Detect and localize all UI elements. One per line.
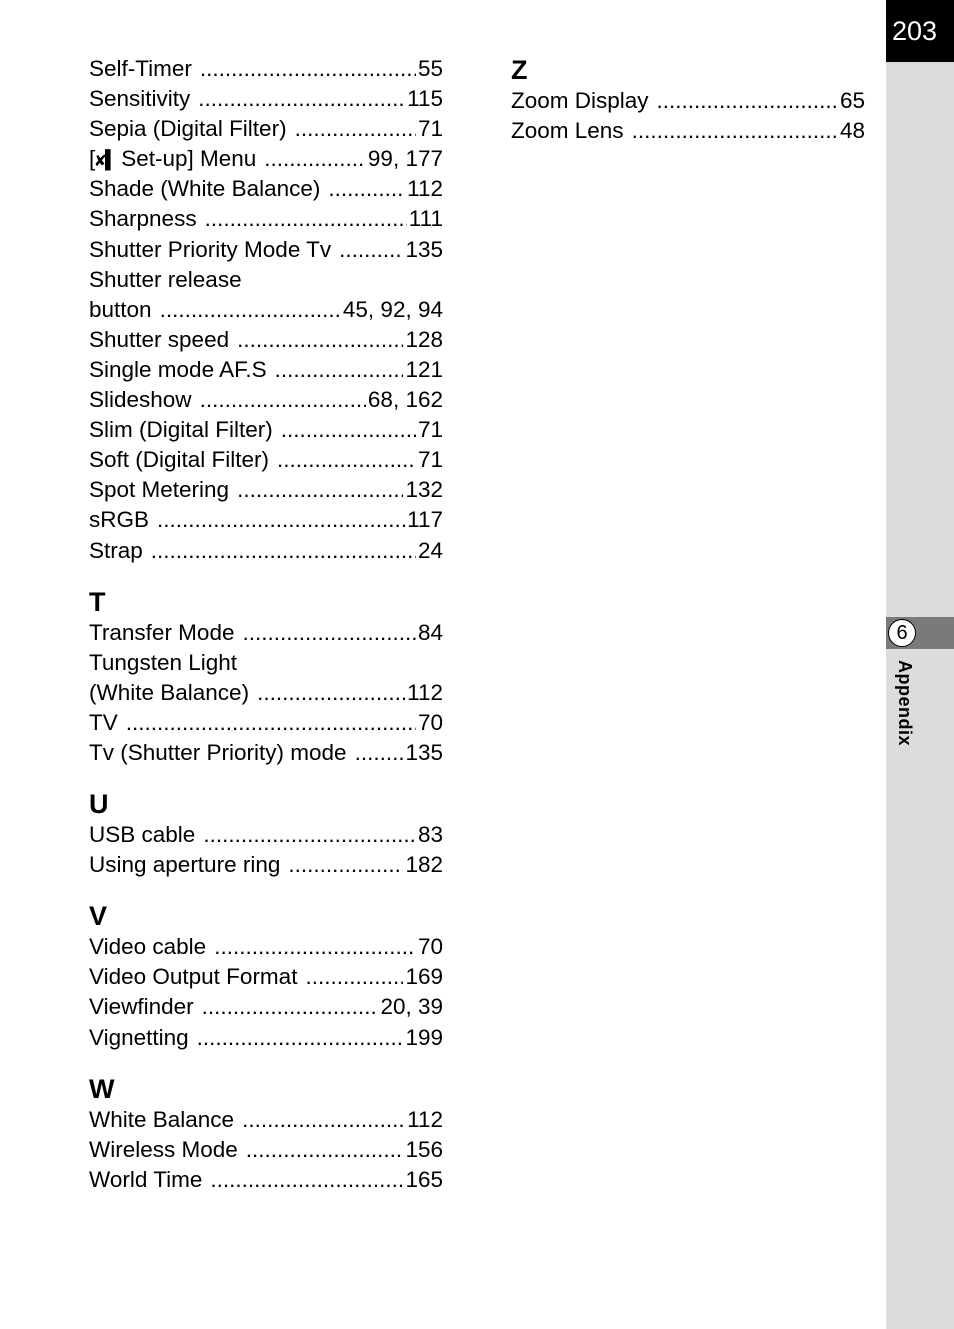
index-entry <box>511 116 865 146</box>
index-page-ref: 24 <box>417 537 443 563</box>
index-term: Shade (White Balance) <box>89 176 321 202</box>
section-letter: Z <box>511 55 528 85</box>
index-section-s <box>89 54 443 566</box>
index-entry <box>89 738 443 768</box>
index-page-ref: 20, 39 <box>380 994 443 1020</box>
index-page-ref: 182 <box>405 852 443 878</box>
index-entry <box>89 144 443 174</box>
index-term: Shutter speed <box>89 326 230 352</box>
index-entry <box>511 86 865 116</box>
dot-leader <box>157 505 405 535</box>
index-term: Sensitivity <box>89 86 191 112</box>
index-entry <box>89 992 443 1022</box>
index-term: Shutter release <box>89 266 242 292</box>
dot-leader <box>339 235 403 265</box>
index-term: Using aperture ring <box>89 852 281 878</box>
chapter-number-badge: 6 <box>888 619 916 647</box>
index-page-ref: 117 <box>407 507 443 533</box>
index-entry <box>89 850 443 880</box>
dot-leader <box>632 116 838 146</box>
dot-leader <box>200 385 366 415</box>
index-entry <box>89 265 443 295</box>
dot-leader <box>264 144 366 174</box>
index-term: Spot Metering <box>89 477 230 503</box>
index-entry <box>89 932 443 962</box>
dot-leader <box>657 86 838 116</box>
dot-leader <box>237 475 403 505</box>
index-page-ref: 83 <box>417 822 443 848</box>
index-page-ref: 115 <box>407 86 443 112</box>
index-term: Slideshow <box>89 387 192 413</box>
index-entry <box>89 505 443 535</box>
index-column-right <box>511 54 865 166</box>
index-column-left <box>89 54 443 1215</box>
index-section-z <box>511 54 865 146</box>
index-term: Tungsten Light <box>89 649 238 675</box>
index-entry <box>89 475 443 505</box>
index-entry <box>89 1135 443 1165</box>
dot-leader <box>160 295 341 325</box>
index-term: Zoom Display <box>511 88 649 113</box>
dot-leader <box>237 325 403 355</box>
index-term: Shutter Priority Mode Tv <box>89 236 332 262</box>
section-letter: V <box>89 901 108 932</box>
index-term: Soft (Digital Filter) <box>89 447 270 473</box>
index-term: Single mode AF.S <box>89 356 267 382</box>
dot-leader <box>355 738 404 768</box>
index-page-ref: 68, 162 <box>367 387 443 413</box>
index-term: [✘▌ Set-up] Menu <box>89 144 264 176</box>
index-page-ref: 70 <box>417 709 443 735</box>
index-page-ref: 165 <box>405 1166 443 1192</box>
index-term: White Balance <box>89 1106 235 1132</box>
dot-leader <box>275 355 404 385</box>
dot-leader <box>203 820 416 850</box>
index-page-ref: 112 <box>407 176 443 202</box>
index-term: World Time <box>89 1166 203 1192</box>
dot-leader <box>277 445 416 475</box>
index-term: USB cable <box>89 822 196 848</box>
dot-leader <box>242 1105 405 1135</box>
index-entry <box>89 618 443 648</box>
index-page-ref: 112 <box>407 679 443 705</box>
index-page-ref: 45, 92, 94 <box>342 296 443 322</box>
index-term: Video Output Format <box>89 964 298 990</box>
index-page-ref: 99, 177 <box>367 146 443 172</box>
dot-leader <box>197 1023 404 1053</box>
index-entry <box>89 415 443 445</box>
index-entry <box>89 678 443 708</box>
dot-leader <box>151 536 416 566</box>
index-entry <box>89 385 443 415</box>
index-page-ref: 135 <box>405 739 443 765</box>
index-page-ref: 132 <box>405 477 443 503</box>
dot-leader <box>257 678 405 708</box>
dot-leader <box>200 54 416 84</box>
index-entry <box>89 355 443 385</box>
index-term: TV <box>89 709 118 735</box>
index-term: Viewfinder <box>89 994 194 1020</box>
index-section-t <box>89 586 443 768</box>
dot-leader <box>281 415 416 445</box>
index-page-ref: 71 <box>417 116 443 142</box>
index-entry <box>89 648 443 678</box>
index-entry <box>89 204 443 234</box>
index-entry <box>89 820 443 850</box>
index-section-w <box>89 1073 443 1195</box>
index-page-ref: 70 <box>417 934 443 960</box>
index-term: Zoom Lens <box>511 118 624 144</box>
index-entry <box>89 536 443 566</box>
dot-leader <box>210 1165 403 1195</box>
index-term: sRGB <box>89 507 150 533</box>
dot-leader <box>126 708 416 738</box>
index-entry <box>89 84 443 114</box>
index-entry <box>89 445 443 475</box>
index-page-ref: 71 <box>417 417 443 443</box>
index-section-u <box>89 788 443 880</box>
section-letter: W <box>89 1073 115 1104</box>
index-term: Strap <box>89 537 143 563</box>
index-term: Transfer Mode <box>89 619 235 645</box>
index-term: Wireless Mode <box>89 1136 238 1162</box>
index-term: Slim (Digital Filter) <box>89 417 273 443</box>
index-entry <box>89 235 443 265</box>
index-entry <box>89 1165 443 1195</box>
index-page-ref: 121 <box>405 356 443 382</box>
index-term: button <box>89 296 152 322</box>
dot-leader <box>205 204 407 234</box>
index-page-ref: 135 <box>405 236 443 262</box>
chapter-label: Appendix <box>895 660 915 747</box>
index-page-ref: 128 <box>405 326 443 352</box>
index-entry <box>89 54 443 84</box>
index-entry <box>89 114 443 144</box>
index-entry <box>89 1105 443 1135</box>
dot-leader <box>246 1135 404 1165</box>
dot-leader <box>214 932 416 962</box>
index-term: Self-Timer <box>89 56 192 81</box>
index-entry <box>89 325 443 355</box>
index-entry <box>89 174 443 204</box>
page-number: 203 <box>886 0 954 62</box>
dot-leader <box>198 84 405 114</box>
index-term: Video cable <box>89 934 207 960</box>
dot-leader <box>202 992 379 1022</box>
index-page-ref: 55 <box>417 56 443 81</box>
dot-leader <box>288 850 403 880</box>
section-letter: U <box>89 789 109 820</box>
index-section-v <box>89 900 443 1052</box>
index-page-ref: 48 <box>839 118 865 144</box>
index-page-ref: 112 <box>407 1106 443 1132</box>
index-entry <box>89 1023 443 1053</box>
index-entry <box>89 962 443 992</box>
index-page-ref: 111 <box>408 206 443 232</box>
index-entry <box>89 708 443 738</box>
index-page-ref: 156 <box>405 1136 443 1162</box>
section-letter: T <box>89 586 106 617</box>
dot-leader <box>295 114 416 144</box>
dot-leader <box>242 618 415 648</box>
index-term: (White Balance) <box>89 679 250 705</box>
dot-leader <box>305 962 403 992</box>
index-term: Tv (Shutter Priority) mode <box>89 739 347 765</box>
index-page-ref: 199 <box>405 1024 443 1050</box>
index-term: Sharpness <box>89 206 197 232</box>
index-page-ref: 65 <box>839 88 865 113</box>
index-page-ref: 169 <box>405 964 443 990</box>
index-entry <box>89 295 443 325</box>
wrench-setup-icon: ✘▌ <box>95 150 115 172</box>
index-page-ref: 71 <box>417 447 443 473</box>
index-term: Sepia (Digital Filter) <box>89 116 287 142</box>
index-page-ref: 84 <box>417 619 443 645</box>
index-term: Vignetting <box>89 1024 189 1050</box>
dot-leader <box>328 174 405 204</box>
